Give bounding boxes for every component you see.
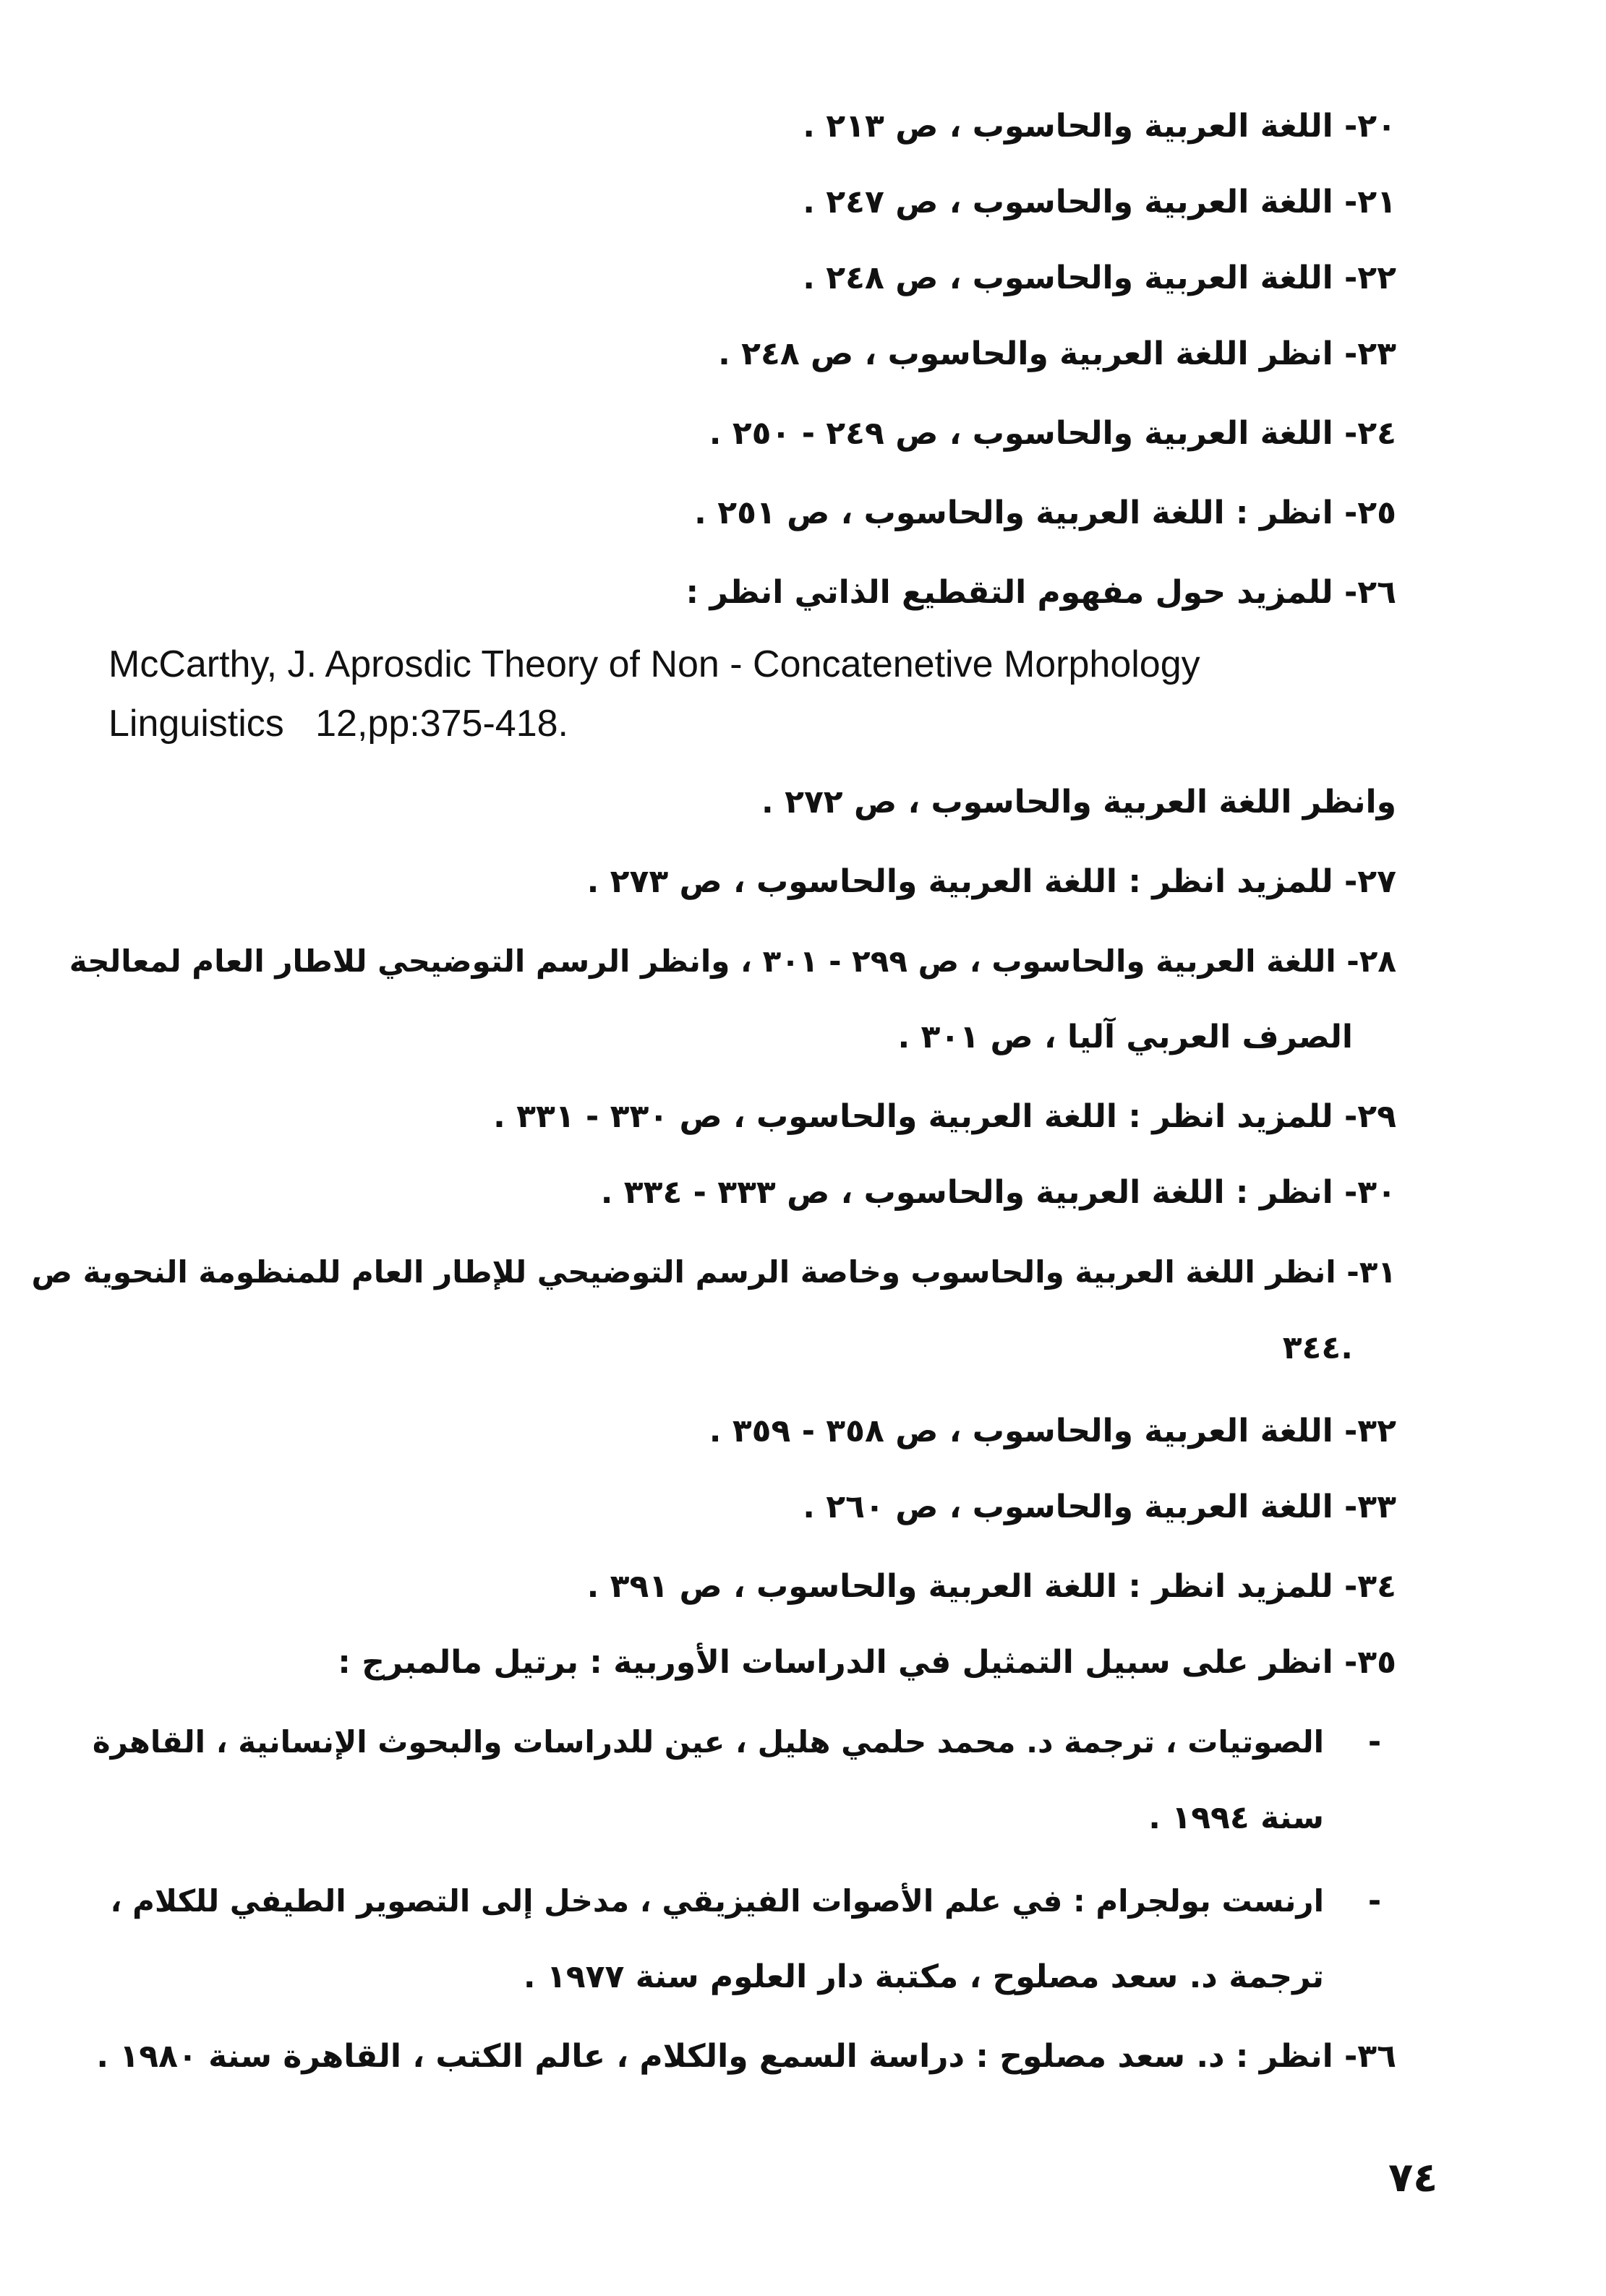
footnote-number: ٣٦- (1344, 2038, 1396, 2075)
footnote-text: انظر اللغة العربية والحاسوب ، ص ٢٤٨ . (718, 335, 1333, 372)
footnote-number: ٢٦- (1344, 574, 1396, 611)
footnote-21 (108, 177, 1396, 228)
bullet-dash: - (1367, 1882, 1382, 1919)
footnote-number: ٢٢- (1344, 260, 1396, 296)
footnote-29 (108, 1092, 1396, 1142)
footnote-20 (108, 101, 1396, 152)
footnote-text: اللغة العربية والحاسوب ، ص ٣٥٨ - ٣٥٩ . (709, 1413, 1333, 1449)
footnote-31-line-2: ٣٤٤. (1282, 1329, 1353, 1366)
footnote-number: ٢٠- (1344, 108, 1396, 145)
footnote-24 (108, 408, 1396, 459)
footnote-27 (108, 857, 1396, 907)
footnote-text: انظر : اللغة العربية والحاسوب ، ص ٣٣٣ - ٣٣٤ . (600, 1174, 1333, 1211)
footnote-number: ٢٩- (1344, 1098, 1396, 1135)
english-reference-line-2: Linguistics 12,pp:375-418. (108, 703, 568, 745)
footnote-text: للمزيد انظر : اللغة العربية والحاسوب ، ص ٢٧٣ . (586, 863, 1333, 900)
footnote-text: انظر اللغة العربية والحاسوب وخاصة الرسم التوضيحي للإطار العام للمنظومة النحوية ص (31, 1254, 1336, 1290)
footnote-text: انظر على سبيل التمثيل في الدراسات الأوربية : برتيل مالمبرج : (338, 1644, 1333, 1681)
footnote-26-continuation: وانظر اللغة العربية والحاسوب ، ص ٢٧٢ . (761, 784, 1396, 821)
footnote-text: اللغة العربية والحاسوب ، ص ٢٩٩ - ٣٠١ ، وانظر الرسم التوضيحي للاطار العام لمعالجة (69, 943, 1336, 979)
footnote-number: ٢٧- (1344, 863, 1396, 900)
footnote-30 (108, 1168, 1396, 1218)
bullet-1-line-2: سنة ١٩٩٤ . (1148, 1799, 1324, 1836)
footnote-text: اللغة العربية والحاسوب ، ص ٢٤٧ . (803, 184, 1333, 220)
footnote-34 (108, 1562, 1396, 1612)
page-number: ٧٤ (1388, 2154, 1438, 2201)
footnote-text: انظر : اللغة العربية والحاسوب ، ص ٢٥١ . (694, 494, 1333, 531)
footnote-23 (108, 329, 1396, 380)
footnote-28 (69, 936, 1396, 987)
english-reference-line-1: McCarthy, J. Aprosdic Theory of Non - Concatenetive Morphology (108, 643, 1200, 685)
bullet-1-line-1: الصوتيات ، ترجمة د. محمد حلمي هليل ، عين للدراسات والبحوث الإنسانية ، القاهرة (92, 1724, 1324, 1760)
footnote-text: اللغة العربية والحاسوب ، ص ٢٤٨ . (803, 260, 1333, 296)
footnote-text: انظر : د. سعد مصلوح : دراسة السمع والكلام ، عالم الكتب ، القاهرة سنة ١٩٨٠ . (96, 2038, 1333, 2075)
footnote-number: ٢٨- (1346, 943, 1396, 979)
footnote-text: للمزيد انظر : اللغة العربية والحاسوب ، ص ٣٣٠ - ٣٣١ . (493, 1098, 1333, 1135)
footnote-text: للمزيد حول مفهوم التقطيع الذاتي انظر : (685, 574, 1333, 611)
footnote-25 (108, 488, 1396, 539)
footnote-35 (108, 1637, 1396, 1688)
bullet-dash: - (1367, 1723, 1382, 1760)
bullet-2-line-2: ترجمة د. سعد مصلوح ، مكتبة دار العلوم سنة ١٩٧٧ . (523, 1958, 1324, 1995)
footnote-number: ٢٣- (1344, 335, 1396, 372)
footnote-31 (31, 1247, 1396, 1298)
footnote-text: للمزيد انظر : اللغة العربية والحاسوب ، ص ٣٩١ . (586, 1568, 1333, 1605)
bullet-2-line-1: ارنست بولجرام : في علم الأصوات الفيزيقي ، مدخل إلى التصوير الطيفي للكلام ، (110, 1883, 1324, 1919)
footnote-number: ٢٥- (1344, 494, 1396, 531)
footnote-number: ٣٤- (1344, 1568, 1396, 1605)
footnote-36 (96, 2031, 1396, 2082)
footnote-number: ٣٣- (1344, 1488, 1396, 1525)
footnote-text: اللغة العربية والحاسوب ، ص ٢٤٩ - ٢٥٠ . (709, 415, 1333, 452)
footnote-number: ٣٥- (1344, 1644, 1396, 1681)
footnote-number: ٣٢- (1344, 1413, 1396, 1449)
footnote-number: ٣١- (1346, 1254, 1396, 1290)
footnote-number: ٣٠- (1344, 1174, 1396, 1211)
footnote-33 (108, 1482, 1396, 1533)
footnote-text: اللغة العربية والحاسوب ، ص ٢١٣ . (803, 108, 1333, 145)
footnote-22 (108, 253, 1396, 304)
footnote-32 (108, 1406, 1396, 1457)
footnote-26 (108, 567, 1396, 618)
footnote-text: اللغة العربية والحاسوب ، ص ٢٦٠ . (803, 1488, 1333, 1525)
footnote-number: ٢١- (1344, 184, 1396, 220)
footnote-number: ٢٤- (1344, 415, 1396, 452)
footnote-28-line-2: الصرف العربي آليا ، ص ٣٠١ . (897, 1019, 1353, 1055)
